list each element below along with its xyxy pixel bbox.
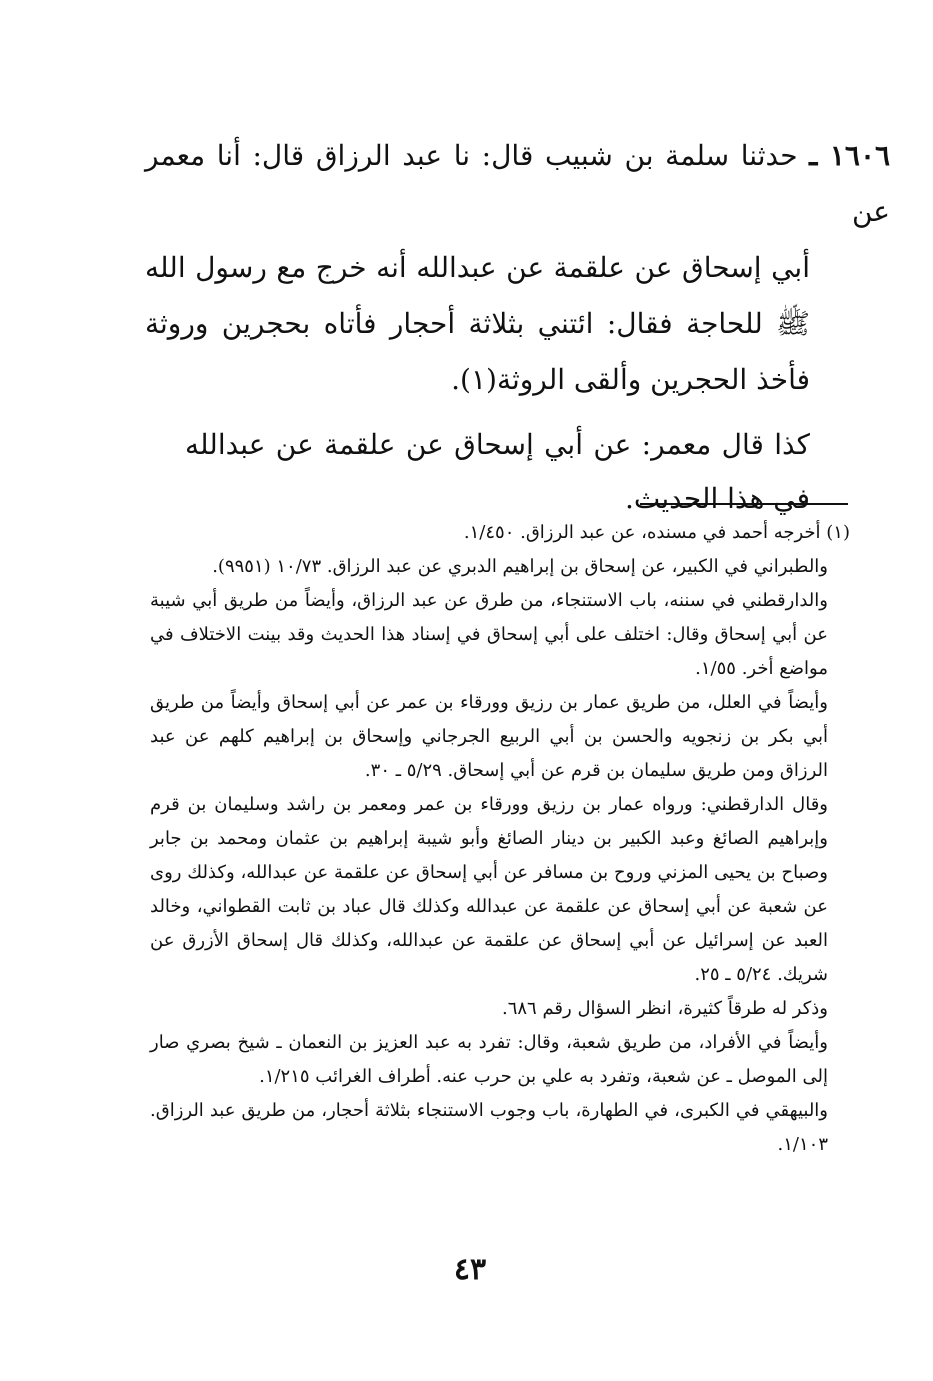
- hadith-paragraph: [145, 128, 890, 408]
- footnote-line: وقال الدارقطني: ورواه عمار بن رزيق وورقاء بن عمر ومعمر بن راشد وسليمان بن قرم وإبراهيم الصائغ وعبد الكبير بن دينار الصائغ وأبو شيبة إبراهيم بن عثمان ومحمد بن جابر وصباح بن يحيى المزني وروح بن مسافر عن أبي إسحاق عن علقمة عن عبدالله، وكذلك روى عن شعبة عن أبي إسحاق عن علقمة عن عبدالله وكذلك قال عباد بن ثابت القطواني، وخالد العبد عن إسرائيل عن أبي إسحاق عن علقمة عن عبدالله، وكذلك قال إسحاق الأزرق عن شريك. ٥/٢٤ ـ ٢٥.: [150, 794, 828, 985]
- footnote-line: والبيهقي في الكبرى، في الطهارة، باب وجوب الاستنجاء بثلاثة أحجار، من طريق عبد الرزاق. ١/١٠٣.: [150, 1100, 828, 1155]
- footnote-line: والطبراني في الكبير، عن إسحاق بن إبراهيم الدبري عن عبد الرزاق. ١٠/٧٣ (٩٩٥١).: [212, 556, 828, 577]
- hadith-text-line1: حدثنا سلمة بن شبيب قال: نا عبد الرزاق قال: أنا معمر عن: [145, 139, 890, 228]
- page-number: ٤٣: [453, 1252, 487, 1287]
- hadith-text-rest: أبي إسحاق عن علقمة عن عبدالله أنه خرج مع رسول الله ﷺ للحاجة فقال: ائتني بثلاثة أحجار فأتاه بحجرين وروثة فأخذ الحجرين وألقى الروثة(١).: [145, 251, 810, 396]
- footnote-line: (١) أخرجه أحمد في مسنده، عن عبد الرزاق. ١/٤٥٠.: [463, 522, 850, 543]
- footnote-line: والدارقطني في سننه، باب الاستنجاء، من طرق عن عبد الرزاق، وأيضاً من طريق أبي شيبة عن أبي إسحاق وقال: اختلف على أبي إسحاق في إسناد هذا الحديث وقد بينت الاختلاف في مواضع أخر. ١/٥٥.: [150, 590, 828, 679]
- footnote-line: وأيضاً في العلل، من طريق عمار بن رزيق وورقاء بن عمر عن أبي إسحاق وأيضاً من طريق أبي بكر بن زنجويه والحسن بن أبي الربيع الجرجاني وإسحاق بن إبراهيم كلهم عن عبد الرزاق ومن طريق سليمان بن قرم عن أبي إسحاق. ٥/٢٩ ـ ٣٠.: [150, 692, 828, 781]
- footnote-separator: [640, 503, 848, 505]
- footnotes: [150, 516, 850, 1162]
- hadith-block: [145, 128, 890, 526]
- footnote-line: وأيضاً في الأفراد، من طريق شعبة، وقال: تفرد به عبد العزيز بن النعمان ـ شيخ بصري صار إلى الموصل ـ عن شعبة، وتفرد به علي بن حرب عنه. أطراف الغرائب ١/٢١٥.: [150, 1032, 828, 1087]
- hadith-number: ١٦٠٦ ـ: [809, 139, 891, 172]
- hadith-commentary: كذا قال معمر: عن أبي إسحاق عن علقمة عن عبدالله في هذا الحديث.: [185, 428, 810, 515]
- footnote-line: وذكر له طرقاً كثيرة، انظر السؤال رقم ٦٨٦.: [501, 998, 828, 1019]
